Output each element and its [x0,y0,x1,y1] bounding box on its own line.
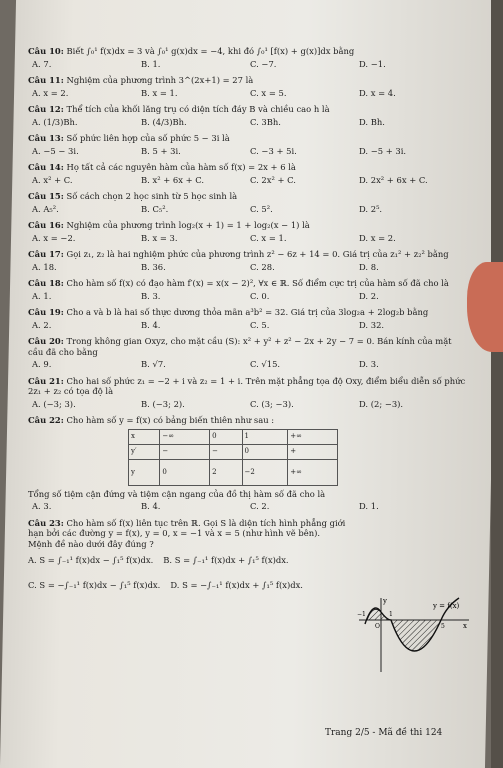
vt-x-label: x [129,429,160,444]
question-14 [28,162,468,185]
option-b: B. √7. [141,359,166,369]
area-graph [355,594,475,674]
answer-options [28,359,468,370]
exam-page [28,46,468,596]
option-b-circled: B. x = 3. [141,232,178,243]
option-c: C. (3; −3). [250,398,294,409]
question-stem: Gọi z₁, z₂ là hai nghiệm phức của phương trình z² − 6z + 14 = 0. Giá trị của z₁² + z₂² bằng [66,249,449,259]
option-a: A. 18. [32,261,57,272]
tick-label: 1 [389,611,393,618]
vt-x-value: +∞ [288,429,338,444]
answer-options [28,555,346,590]
question-stem-continued: Tổng số tiệm cận đứng và tiệm cận ngang của đồ thị hàm số đã cho là [28,488,326,499]
question-number: Câu 17: [28,249,64,259]
vt-x-value: 0 [210,429,242,444]
option-b: B. 1. [141,58,161,69]
question-stem: Cho hàm số f(x) liên tục trên ℝ. Gọi S là diện tích hình phẳng giới hạn bởi các đường y = f(x), y = 0, x = −1 và x = 5 (như hình vẽ bên). Mệnh đề nào dưới đây đúng ? [28,517,346,549]
option-b: B. 4. [141,501,161,511]
option-d-circled: D. 8. [359,261,379,272]
option-d: D. x = 2. [359,232,396,243]
vt-y-label: y [129,459,160,485]
option-d: D. 2. [359,290,379,301]
question-stem: Cho a và b là hai số thực dương thỏa mãn a³b² = 32. Giá trị của 3log₂a + 2log₂b bằng [66,307,429,317]
origin-label: O [375,623,380,630]
answer-options [28,146,468,157]
option-b: B. (4/3)Bh. [141,116,187,127]
y-axis-label: y [383,597,387,605]
question-number: Câu 14: [28,162,64,172]
question-number: Câu 20: [28,336,64,346]
question-12 [28,104,468,127]
question-number: Câu 13: [28,133,64,143]
option-d: D. 1. [359,501,379,511]
vt-yprime-value: + [288,444,338,459]
answer-options [28,117,468,128]
option-a-circled: A. 1. [32,290,52,301]
question-10 [28,46,468,69]
answer-options [28,233,468,244]
option-d: D. S = −∫₋₁¹ f(x)dx + ∫₁⁵ f(x)dx. [170,579,303,590]
question-stem: Cho hai số phức z₁ = −2 + i và z₂ = 1 + i. Trên mặt phẳng tọa độ Oxy, điểm biểu diễn số phức 2z₁ + z₂ có tọa độ là [28,375,466,396]
question-13 [28,133,468,156]
question-stem: Nghiệm của phương trình log₂(x + 1) = 1 + log₂(x − 1) là [66,220,310,230]
vt-yprime-value: − [160,444,210,459]
option-a: A. A₅². [32,203,59,214]
question-18 [28,278,468,301]
option-c: C. 0. [250,290,270,301]
question-11 [28,75,468,98]
option-c-circled: C. 5. [250,319,270,330]
option-a: A. 7. [32,58,52,69]
option-c: C. x = 1. [250,232,287,243]
option-a: A. 3. [32,501,52,511]
question-22 [28,415,468,512]
option-c: C. S = −∫₋₁¹ f(x)dx − ∫₁⁵ f(x)dx. [28,579,161,590]
tick-label: −1 [357,611,366,618]
question-number: Câu 15: [28,191,64,201]
option-a: A. 2. [32,319,52,330]
option-d: D. (2; −3). [359,398,404,409]
option-c: C. 5². [250,203,273,214]
option-c: C. 2x² + C. [250,174,296,185]
answer-options [28,262,468,273]
option-b: B. 4. [141,319,161,330]
option-b: B. 3. [141,290,161,301]
question-15 [28,191,468,214]
question-stem: Số phức liên hợp của số phức 5 − 3i là [66,133,230,143]
vt-yprime-value: − [210,444,242,459]
option-a-circled: A. S = ∫₋₁¹ f(x)dx − ∫₁⁵ f(x)dx. [28,555,154,565]
option-c: C. √15. [250,359,281,369]
option-a: A. −5 − 3i. [32,145,79,156]
option-b-circled: B. x = 1. [141,87,178,98]
answer-options [28,175,468,186]
question-number: Câu 12: [28,104,64,114]
question-stem: Biết ∫₀¹ f(x)dx = 3 và ∫₀¹ g(x)dx = −4, khi đó ∫₀¹ [f(x) + g(x)]dx bằng [66,46,355,56]
option-d: D. 2⁵. [359,203,383,214]
question-21 [28,376,468,410]
option-b: B. (−3; 2). [141,398,185,409]
option-d: D. 32. [359,319,385,330]
vt-x-value: −∞ [160,429,210,444]
option-c: C. −7. [250,58,277,69]
answer-options [28,399,468,410]
variation-table [128,429,338,486]
question-number: Câu 10: [28,46,64,56]
option-a: A. x² + C. [32,174,73,185]
option-d: D. −5 + 3i. [359,145,407,156]
question-number: Câu 19: [28,307,64,317]
option-b: B. S = ∫₋₁¹ f(x)dx + ∫₁⁵ f(x)dx. [163,555,289,565]
option-c: C. −3 + 5i. [250,145,297,156]
option-a: A. x = 2. [32,87,69,98]
question-number: Câu 16: [28,220,64,230]
vt-x-value: 1 [242,429,288,444]
option-c: C. 28. [250,261,275,272]
vt-y-value: +∞ [288,459,338,485]
answer-options [28,204,468,215]
question-stem: Cho hàm số y = f(x) có bảng biến thiên như sau : [66,415,275,425]
tick-label: 5 [441,623,445,630]
vt-y-value: −2 [242,459,288,485]
page-footer: Trang 2/5 - Mã đề thi 124 [325,728,443,738]
answer-options [28,88,468,99]
option-c: C. 3Bh. [250,116,281,127]
option-b-circled: B. C₅². [141,203,169,214]
answer-options [28,59,468,70]
answer-options [28,501,468,512]
answer-options [28,291,468,302]
question-number: Câu 11: [28,75,64,85]
question-stem: Trong không gian Oxyz, cho mặt cầu (S): x² + y² + z² − 2x + 2y − 7 = 0. Bán kính của mặt cầu đã cho bằng [28,336,452,357]
answer-options [28,320,468,331]
question-number: Câu 23: [28,517,64,528]
question-number: Câu 21: [28,375,64,386]
option-a: A. (1/3)Bh. [32,116,78,127]
question-stem: Cho hàm số f(x) có đạo hàm f′(x) = x(x − 2)², ∀x ∈ ℝ. Số điểm cực trị của hàm số đã cho là [66,278,449,288]
option-b: B. 36. [141,261,166,272]
vt-yprime-label: y′ [129,444,160,459]
question-16 [28,220,468,243]
option-d-circled: D. Bh. [359,116,385,127]
option-b-circled: B. 5 + 3i. [141,145,181,156]
question-23 [28,518,346,591]
x-axis-label: x [463,622,467,630]
curve-label: y = f(x) [433,602,460,610]
option-d: D. 2x² + 6x + C. [359,174,428,185]
question-20 [28,336,468,370]
option-a: A. x = −2. [32,232,76,243]
option-c: C. x = 5. [250,87,287,98]
option-a: A. 9. [32,359,52,369]
vt-y-value: 2 [210,459,242,485]
option-d-circled: D. 3. [359,359,379,369]
background-edge [491,0,503,768]
question-17 [28,249,468,272]
question-stem: Số cách chọn 2 học sinh từ 5 học sinh là [66,191,238,201]
vt-y-value: 0 [160,459,210,485]
vt-yprime-value: 0 [242,444,288,459]
option-d: D. x = 4. [359,87,396,98]
question-number: Câu 22: [28,415,64,425]
question-number: Câu 18: [28,278,64,288]
option-d-circled: D. −1. [359,58,386,69]
question-19 [28,307,468,330]
question-stem: Thể tích của khối lăng trụ có diện tích đáy B và chiều cao h là [66,104,330,114]
option-b-circled: B. x² + 6x + C. [141,174,205,185]
option-c-circled: C. 2. [250,501,270,511]
option-a-circled: A. (−3; 3). [32,398,76,409]
question-stem: Họ tất cả các nguyên hàm của hàm số f(x) = 2x + 6 là [66,162,296,172]
question-stem: Nghiệm của phương trình 3^(2x+1) = 27 là [66,75,254,85]
